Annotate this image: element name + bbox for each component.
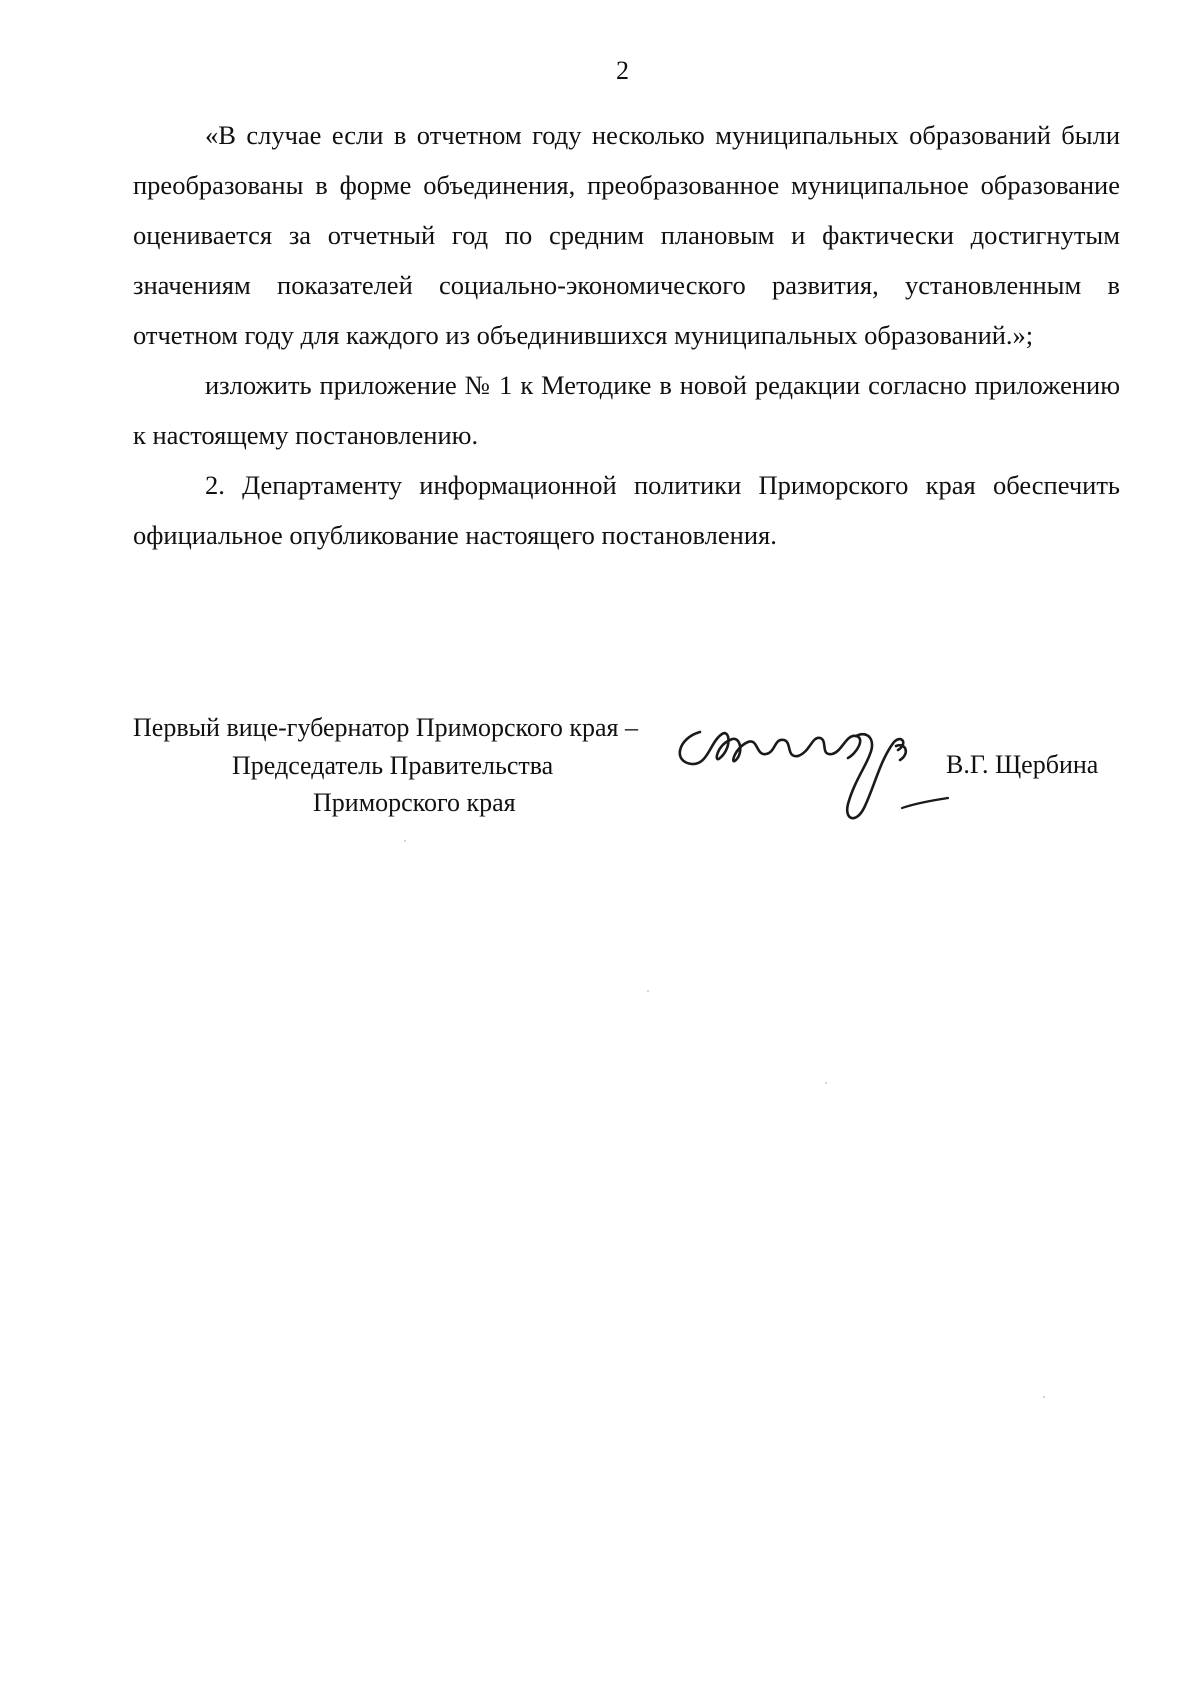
paragraph-publication-order: 2. Департаменту информационной политики Приморского края обеспечить официальное опубликование настоящего постановления. xyxy=(133,470,1120,550)
signatory-position-line-3: Приморского края xyxy=(313,788,516,817)
scan-speck xyxy=(825,1082,827,1084)
handwritten-signature xyxy=(670,720,950,840)
scan-speck xyxy=(1043,1396,1045,1398)
signature-block xyxy=(133,713,1123,843)
page-number: 2 xyxy=(616,56,629,85)
signatory-position-line-2: Председатель Правительства xyxy=(232,751,554,780)
document-body xyxy=(133,110,1120,560)
paragraph-amendment-quote: «В случае если в отчетном году несколько муниципальных образований были преобразованы в форме объединения, преобразованное муниципальное образование оценивается за отчетный год по средним плановым и фактически достигнутым значениям показателей социально-экономического развития, установленным в отчетном году для каждого из объединившихся муниципальных образований.»; xyxy=(133,120,1120,350)
signatory-name: В.Г. Щербина xyxy=(946,750,1099,779)
scan-speck xyxy=(404,840,406,842)
scan-speck xyxy=(647,990,649,992)
paragraph-appendix-revision: изложить приложение № 1 к Методике в новой редакции согласно приложению к настоящему постановлению. xyxy=(133,370,1120,450)
signatory-position-line-1: Первый вице-губернатор Приморского края – xyxy=(133,713,638,742)
